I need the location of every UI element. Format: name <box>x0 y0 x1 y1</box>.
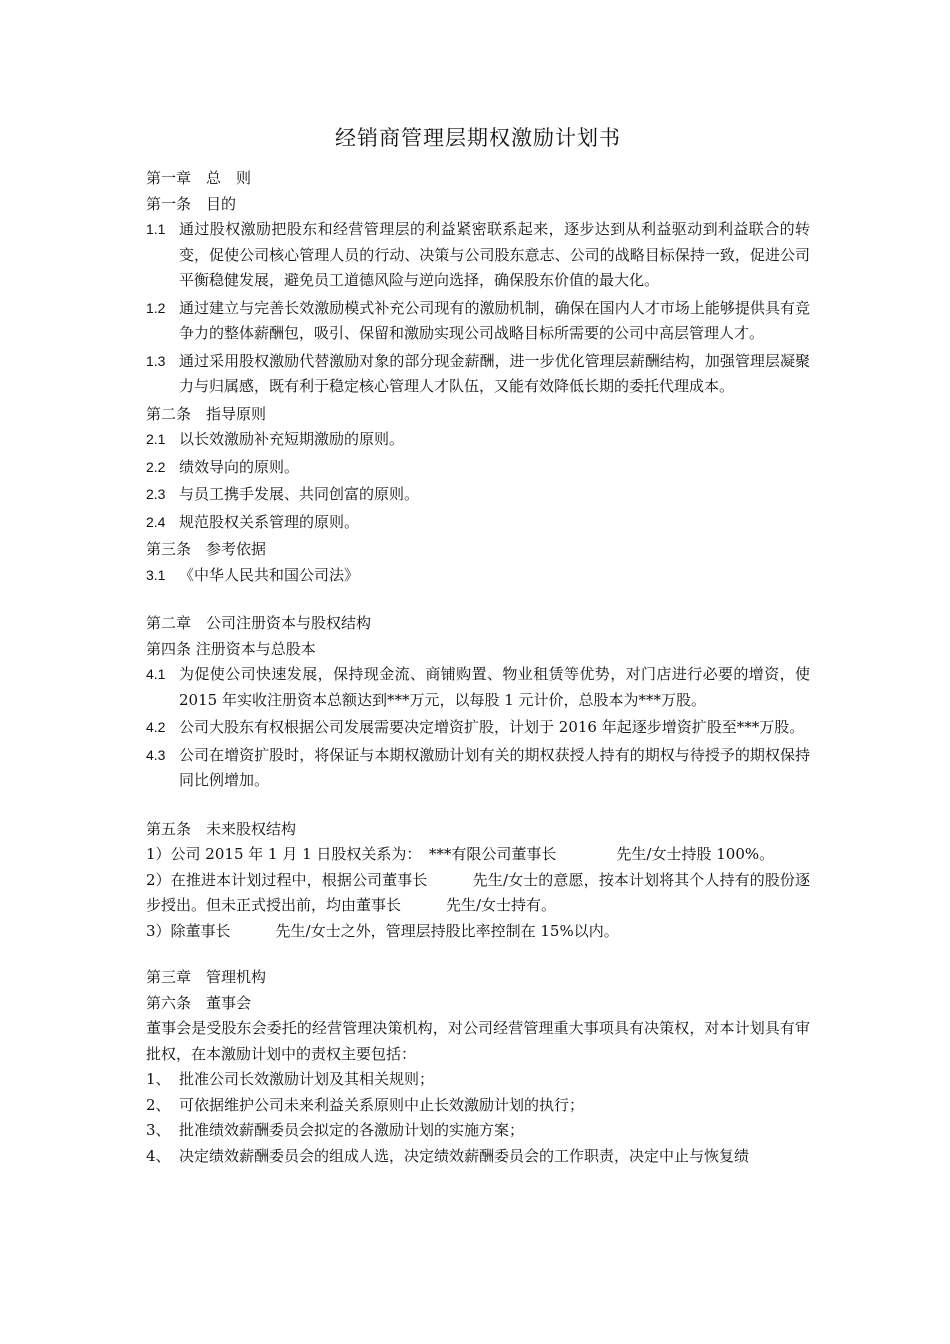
clause-number: 1.1 <box>146 221 166 237</box>
clause-4-1 <box>146 662 810 713</box>
paragraph-5-3: 3）除董事长 先生/女士之外，管理层持股比率控制在 15%以内。 <box>146 921 619 940</box>
clause-2-1 <box>146 427 810 453</box>
duty-item-3 <box>146 1118 810 1144</box>
clause-text: 《中华人民共和国公司法》 <box>179 565 360 584</box>
chapter-1-heading: 第一章 总 则 <box>146 169 252 187</box>
duty-text: 批准公司长效激励计划及其相关规则； <box>179 1070 435 1088</box>
chapter-3-heading: 第三章 管理机构 <box>146 968 267 986</box>
clause-number: 4.1 <box>146 666 166 682</box>
duty-number: 4、 <box>146 1146 171 1165</box>
clause-number: 4.2 <box>146 719 166 735</box>
clause-number: 4.3 <box>146 746 166 763</box>
document-body <box>146 124 810 1169</box>
article-4-heading: 第四条 注册资本与总股本 <box>146 639 316 658</box>
article-6-intro: 董事会是受股东会委托的经营管理决策机构，对公司经营管理重大事项具有决策权，对本计划具有审批权，在本激励计划中的责权主要包括： <box>146 1019 810 1063</box>
chapter-2-heading: 第二章 公司注册资本与股权结构 <box>146 614 372 632</box>
clause-number: 3.1 <box>146 566 166 583</box>
clause-1-2 <box>146 296 810 347</box>
clause-text: 为促使公司快速发展，保持现金流、商铺购置、物业租赁等优势，对门店进行必要的增资，使 2015 年实收注册资本总额达到***万元，以每股 1 元计价，总股本为***万股。 <box>179 665 810 709</box>
clause-text: 绩效导向的原则。 <box>179 457 300 476</box>
clause-number: 2.1 <box>146 431 166 447</box>
paragraph-5-1: 1）公司 2015 年 1 月 1 日股权关系为： ***有限公司董事长 先生/女士持股 100%。 <box>146 845 775 863</box>
clause-text: 公司在增资扩股时，将保证与本期权激励计划有关的期权获授人持有的期权与待授予的期权保持同比例增加。 <box>179 745 810 789</box>
clause-number: 1.3 <box>146 352 166 369</box>
duty-text: 决定绩效薪酬委员会的组成人选，决定绩效薪酬委员会的工作职责，决定中止与恢复绩 <box>179 1146 750 1165</box>
clause-number: 2.3 <box>146 486 166 502</box>
clause-2-2 <box>146 455 810 481</box>
clause-number: 2.4 <box>146 513 166 530</box>
clause-text: 通过建立与完善长效激励模式补充公司现有的激励机制，确保在国内人才市场上能够提供具有竞争力的整体薪酬包，吸引、保留和激励实现公司战略目标所需要的公司中高层管理人才。 <box>179 298 810 342</box>
document-title: 经销商管理层期权激励计划书 <box>335 126 621 150</box>
clause-text: 公司大股东有权根据公司发展需要决定增资扩股，计划于 2016 年起逐步增资扩股至***万股。 <box>179 718 805 736</box>
paragraph-5-2: 2）在推进本计划过程中，根据公司董事长 先生/女士的意愿，按本计划将其个人持有的股份逐步授出。但未正式授出前，均由董事长 先生/女士持有。 <box>146 870 810 914</box>
clause-2-3 <box>146 482 810 508</box>
article-6-heading: 第六条 董事会 <box>146 993 252 1012</box>
clause-2-4 <box>146 510 810 536</box>
clause-text: 与员工携手发展、共同创富的原则。 <box>179 485 420 503</box>
duty-item-2 <box>146 1093 810 1119</box>
duty-number: 1、 <box>146 1070 171 1088</box>
clause-text: 以长效激励补充短期激励的原则。 <box>179 430 405 448</box>
clause-text: 规范股权关系管理的原则。 <box>179 512 360 531</box>
clause-4-2 <box>146 715 810 741</box>
article-2-heading: 第二条 指导原则 <box>146 404 267 423</box>
duty-number: 3、 <box>146 1121 171 1139</box>
blank-line <box>146 590 810 611</box>
clause-text: 通过股权激励把股东和经营管理层的利益紧密联系起来，逐步达到从利益驱动到利益联合的转变，促使公司核心管理人员的行动、决策与公司股东意志、公司的战略目标保持一致，促进公司平衡稳健发展，避免员工道德风险与逆向选择，确保股东价值的最大化。 <box>179 220 810 289</box>
clause-1-1 <box>146 217 810 294</box>
article-3-heading: 第三条 参考依据 <box>146 540 267 558</box>
clause-3-1 <box>146 563 810 589</box>
duty-text: 批准绩效薪酬委员会拟定的各激励计划的实施方案； <box>179 1121 525 1139</box>
duty-item-4 <box>146 1144 810 1170</box>
article-1-heading: 第一条 目的 <box>146 194 237 213</box>
blank-line <box>146 796 810 817</box>
article-5-heading: 第五条 未来股权结构 <box>146 819 297 838</box>
clause-text: 通过采用股权激励代替激励对象的部分现金薪酬，进一步优化管理层薪酬结构，加强管理层凝聚力与归属感，既有利于稳定核心管理人才队伍，又能有效降低长期的委托代理成本。 <box>179 351 810 395</box>
clause-4-3 <box>146 743 810 794</box>
blank-line <box>146 944 810 965</box>
clause-1-3 <box>146 349 810 400</box>
clause-number: 1.2 <box>146 299 166 316</box>
duty-number: 2、 <box>146 1095 171 1114</box>
duty-text: 可依据维护公司未来利益关系原则中止长效激励计划的执行； <box>179 1095 585 1114</box>
duty-item-1 <box>146 1067 810 1093</box>
clause-number: 2.2 <box>146 458 166 475</box>
